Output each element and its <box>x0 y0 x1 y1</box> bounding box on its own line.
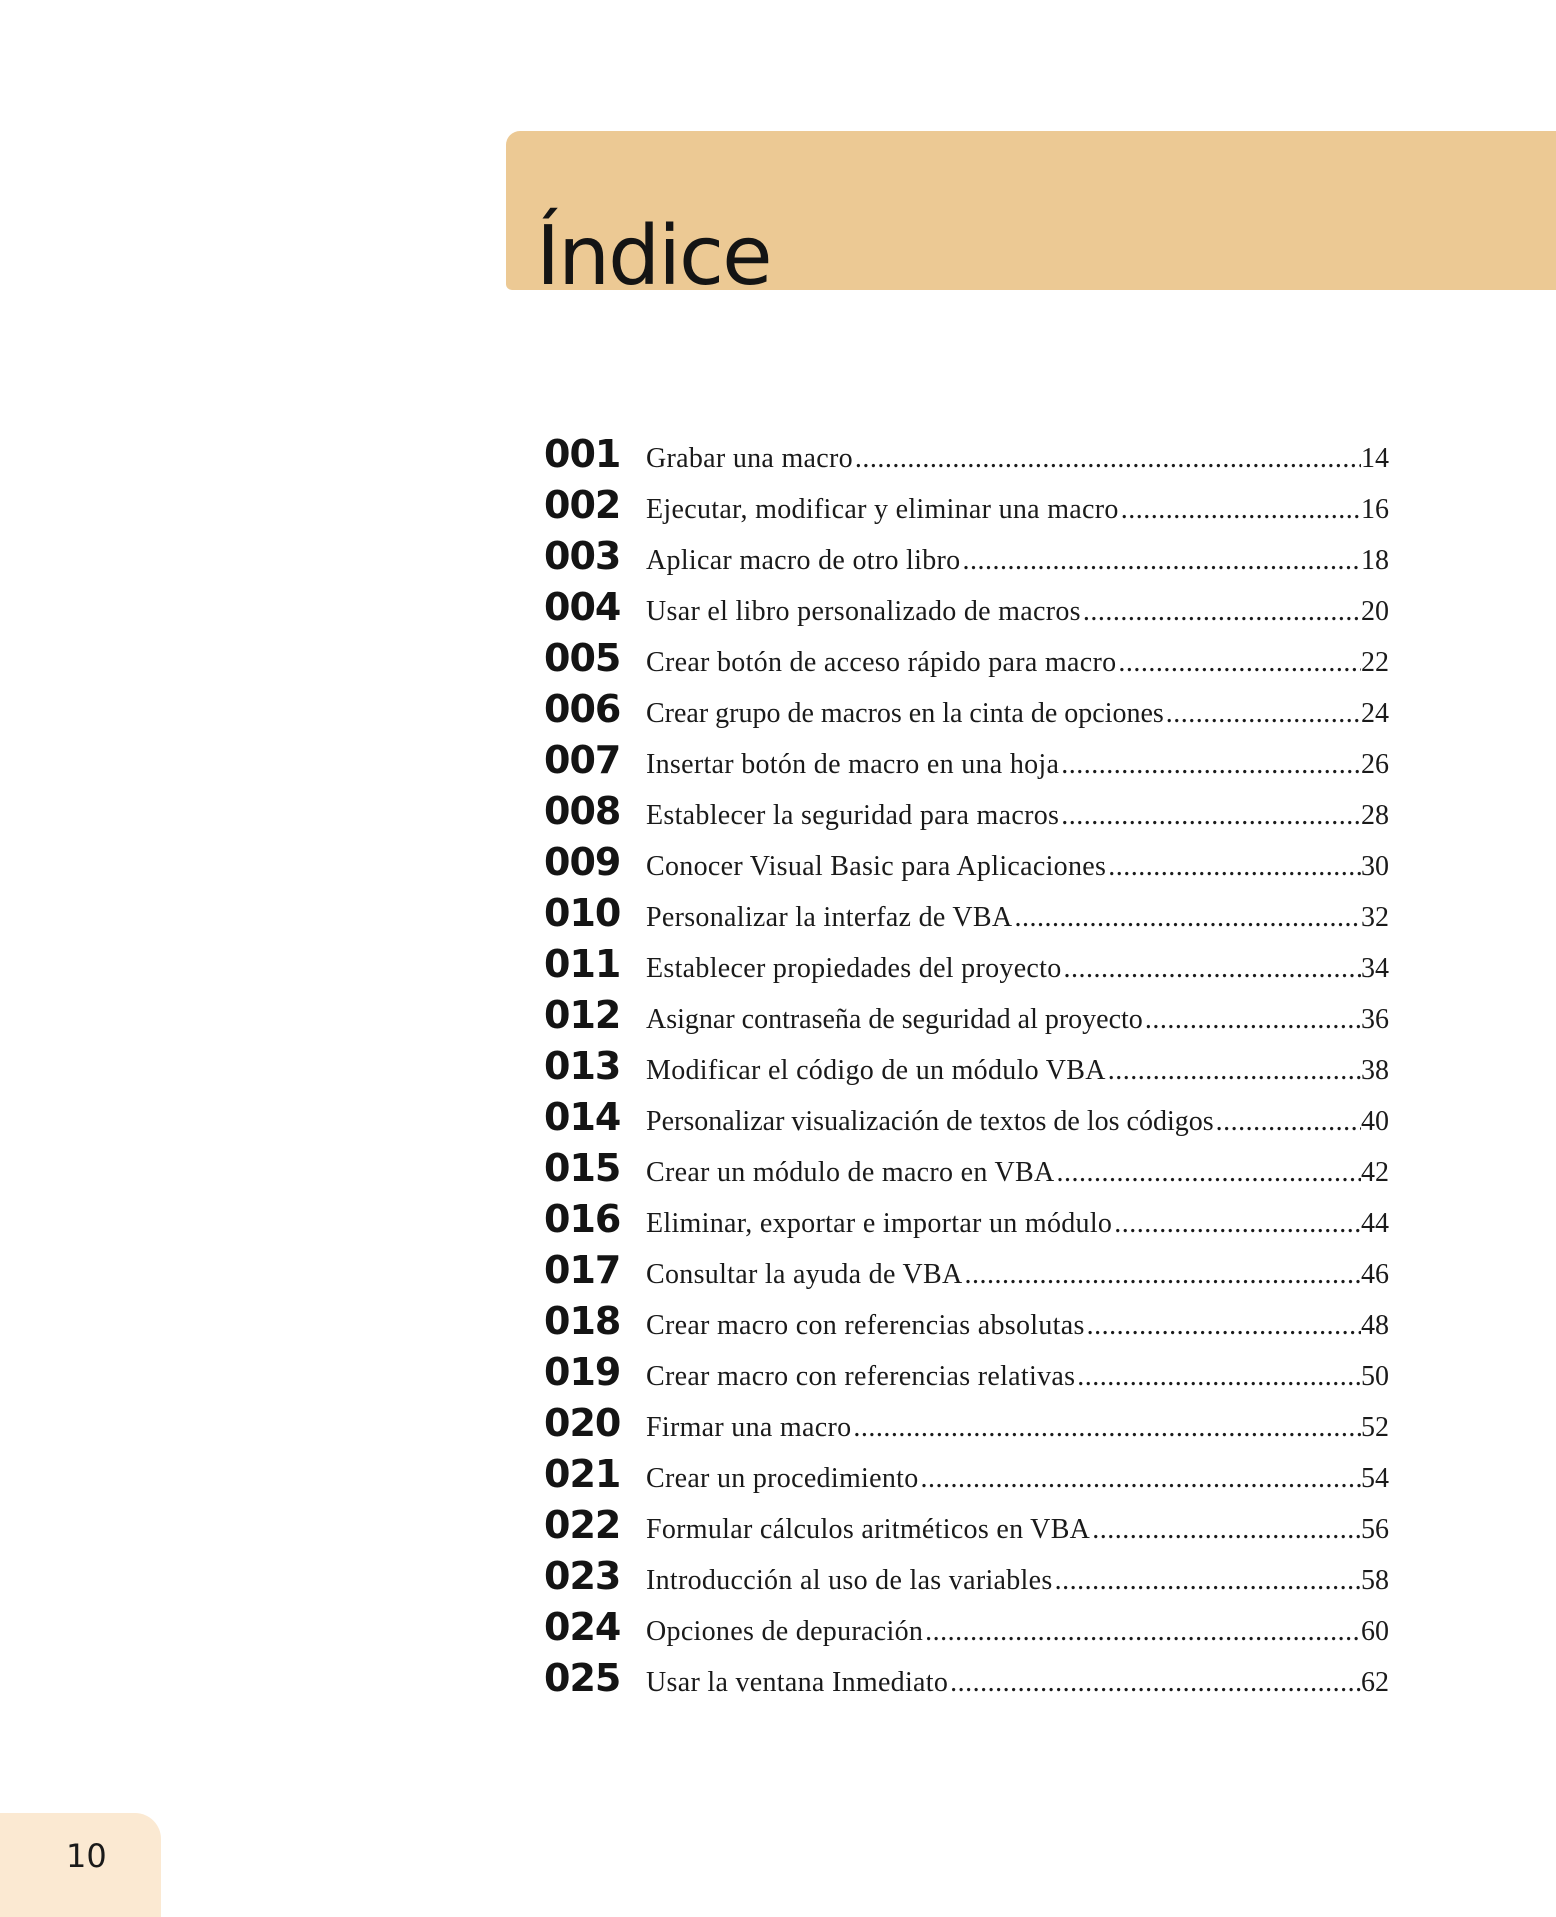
toc-dot-leader <box>948 1667 1361 1699</box>
toc-entry[interactable] <box>544 1197 1389 1248</box>
toc-entry[interactable] <box>544 1095 1389 1146</box>
toc-entry-title: Aplicar macro de otro libro <box>646 545 961 576</box>
toc-dot-leader <box>851 1412 1361 1444</box>
toc-dot-leader <box>1090 1514 1361 1546</box>
toc-entry-page: 48 <box>1361 1310 1389 1341</box>
toc-entry-page: 20 <box>1361 596 1389 627</box>
toc-entry-number: 022 <box>544 1503 621 1547</box>
toc-entry-number: 011 <box>544 942 621 986</box>
toc-entry-title: Crear un módulo de macro en VBA <box>646 1157 1055 1188</box>
toc-entry-number: 004 <box>544 585 621 629</box>
toc-entry-number: 009 <box>544 840 621 884</box>
toc-entry[interactable] <box>544 891 1389 942</box>
toc-dot-leader <box>1164 698 1361 730</box>
toc-dot-leader <box>1214 1106 1361 1138</box>
toc-entry-number: 024 <box>544 1605 621 1649</box>
toc-entry-title: Personalizar visualización de textos de los códigos <box>646 1106 1214 1137</box>
toc-entry-title: Personalizar la interfaz de VBA <box>646 902 1013 933</box>
toc-entry-number: 020 <box>544 1401 621 1445</box>
toc-entry-title: Usar la ventana Inmediato <box>646 1667 949 1698</box>
toc-entry[interactable] <box>544 687 1389 738</box>
toc-entry[interactable] <box>544 636 1389 687</box>
toc-entry-page: 26 <box>1361 749 1389 780</box>
toc-entry-number: 010 <box>544 891 621 935</box>
toc-dot-leader <box>960 545 1361 577</box>
toc-entry-title: Insertar botón de macro en una hoja <box>646 749 1060 780</box>
toc-entry-page: 34 <box>1361 953 1389 984</box>
toc-entry[interactable] <box>544 534 1389 585</box>
toc-entry-number: 025 <box>544 1656 621 1700</box>
toc-entry-title: Asignar contraseña de seguridad al proyecto <box>646 1004 1143 1035</box>
toc-entry-page: 52 <box>1361 1412 1389 1443</box>
toc-entry-number: 017 <box>544 1248 621 1292</box>
toc-entry-number: 015 <box>544 1146 621 1190</box>
toc-entry[interactable] <box>544 1401 1389 1452</box>
toc-dot-leader <box>1119 494 1361 526</box>
toc-entry[interactable] <box>544 840 1389 891</box>
toc-entry-title: Conocer Visual Basic para Aplicaciones <box>646 851 1107 882</box>
toc-entry-title: Usar el libro personalizado de macros <box>646 596 1081 627</box>
toc-entry-page: 16 <box>1361 494 1389 525</box>
toc-dot-leader <box>1012 902 1361 934</box>
toc-entry-page: 62 <box>1361 1667 1389 1698</box>
toc-entry[interactable] <box>544 1605 1389 1656</box>
toc-entry[interactable] <box>544 789 1389 840</box>
toc-entry-title: Grabar una macro <box>646 443 853 474</box>
toc-entry-title: Modificar el código de un módulo VBA <box>646 1055 1106 1086</box>
toc-dot-leader <box>1053 1565 1361 1597</box>
toc-dot-leader <box>1116 647 1361 679</box>
toc-entry-number: 006 <box>544 687 621 731</box>
toc-entry-page: 22 <box>1361 647 1389 678</box>
page-title: Índice <box>536 209 771 304</box>
toc-entry-title: Establecer la seguridad para macros <box>646 800 1060 831</box>
toc-entry-title: Firmar una macro <box>646 1412 852 1443</box>
toc-entry[interactable] <box>544 1350 1389 1401</box>
toc-entry-title: Ejecutar, modificar y eliminar una macro <box>646 494 1119 525</box>
toc-entry[interactable] <box>544 1248 1389 1299</box>
toc-entry-title: Crear botón de acceso rápido para macro <box>646 647 1117 678</box>
toc-entry[interactable] <box>544 1044 1389 1095</box>
toc-dot-leader <box>962 1259 1361 1291</box>
toc-entry-number: 003 <box>544 534 621 578</box>
toc-entry-number: 008 <box>544 789 621 833</box>
toc-entry-title: Crear macro con referencias absolutas <box>646 1310 1085 1341</box>
header-band <box>506 131 1556 304</box>
toc-entry-title: Crear grupo de macros en la cinta de opciones <box>646 698 1164 729</box>
toc-entry-title: Crear un procedimiento <box>646 1463 919 1494</box>
toc-entry-page: 40 <box>1361 1106 1389 1137</box>
toc-dot-leader <box>1112 1208 1361 1240</box>
toc-entry-title: Formular cálculos aritméticos en VBA <box>646 1514 1091 1545</box>
toc-dot-leader <box>1085 1310 1361 1342</box>
toc-entry-number: 021 <box>544 1452 621 1496</box>
toc-entry-number: 001 <box>544 432 621 476</box>
page-number: 10 <box>66 1837 107 1875</box>
toc-entry[interactable] <box>544 1146 1389 1197</box>
toc-entry-number: 016 <box>544 1197 621 1241</box>
toc-entry-page: 54 <box>1361 1463 1389 1494</box>
toc-dot-leader <box>923 1616 1361 1648</box>
toc-entry-title: Opciones de depuración <box>646 1616 924 1647</box>
toc-entry-page: 38 <box>1361 1055 1389 1086</box>
toc-entry-title: Introducción al uso de las variables <box>646 1565 1053 1596</box>
toc-entry-number: 018 <box>544 1299 621 1343</box>
toc-entry-page: 58 <box>1361 1565 1389 1596</box>
toc-entry-page: 42 <box>1361 1157 1389 1188</box>
toc-entry-number: 023 <box>544 1554 621 1598</box>
toc-entry-page: 60 <box>1361 1616 1389 1647</box>
toc-entry-number: 014 <box>544 1095 621 1139</box>
toc-dot-leader <box>1106 851 1361 883</box>
toc-entry-number: 002 <box>544 483 621 527</box>
toc-dot-leader <box>1054 1157 1361 1189</box>
toc-entry-page: 24 <box>1361 698 1389 729</box>
toc-dot-leader <box>853 443 1361 475</box>
toc-entry[interactable] <box>544 432 1389 483</box>
toc-entry-page: 14 <box>1361 443 1389 474</box>
toc-entry-number: 012 <box>544 993 621 1037</box>
toc-dot-leader <box>1059 749 1361 781</box>
table-of-contents <box>544 432 1389 1707</box>
toc-entry-page: 56 <box>1361 1514 1389 1545</box>
toc-entry[interactable] <box>544 738 1389 789</box>
toc-entry[interactable] <box>544 1452 1389 1503</box>
toc-entry[interactable] <box>544 1656 1389 1707</box>
toc-entry-number: 007 <box>544 738 621 782</box>
toc-entry-page: 50 <box>1361 1361 1389 1392</box>
toc-entry-page: 44 <box>1361 1208 1389 1239</box>
toc-dot-leader <box>1062 953 1361 985</box>
toc-entry-title: Eliminar, exportar e importar un módulo <box>646 1208 1113 1239</box>
toc-entry[interactable] <box>544 1299 1389 1350</box>
toc-entry-page: 28 <box>1361 800 1389 831</box>
toc-dot-leader <box>1059 800 1361 832</box>
toc-dot-leader <box>1143 1004 1361 1036</box>
toc-entry-page: 36 <box>1361 1004 1389 1035</box>
toc-entry-page: 46 <box>1361 1259 1389 1290</box>
toc-entry-number: 005 <box>544 636 621 680</box>
page-number-tab <box>0 1813 161 1917</box>
toc-entry-title: Consultar la ayuda de VBA <box>646 1259 963 1290</box>
toc-entry-page: 30 <box>1361 851 1389 882</box>
toc-entry-number: 013 <box>544 1044 621 1088</box>
toc-entry-title: Crear macro con referencias relativas <box>646 1361 1076 1392</box>
toc-entry[interactable] <box>544 993 1389 1044</box>
toc-entry-title: Establecer propiedades del proyecto <box>646 953 1062 984</box>
toc-entry-number: 019 <box>544 1350 621 1394</box>
toc-entry[interactable] <box>544 483 1389 534</box>
toc-dot-leader <box>1081 596 1361 628</box>
toc-entry[interactable] <box>544 1554 1389 1605</box>
toc-entry-page: 32 <box>1361 902 1389 933</box>
toc-dot-leader <box>1075 1361 1361 1393</box>
toc-entry[interactable] <box>544 1503 1389 1554</box>
toc-entry-page: 18 <box>1361 545 1389 576</box>
toc-entry[interactable] <box>544 942 1389 993</box>
toc-entry[interactable] <box>544 585 1389 636</box>
toc-dot-leader <box>919 1463 1361 1495</box>
toc-dot-leader <box>1106 1055 1361 1087</box>
